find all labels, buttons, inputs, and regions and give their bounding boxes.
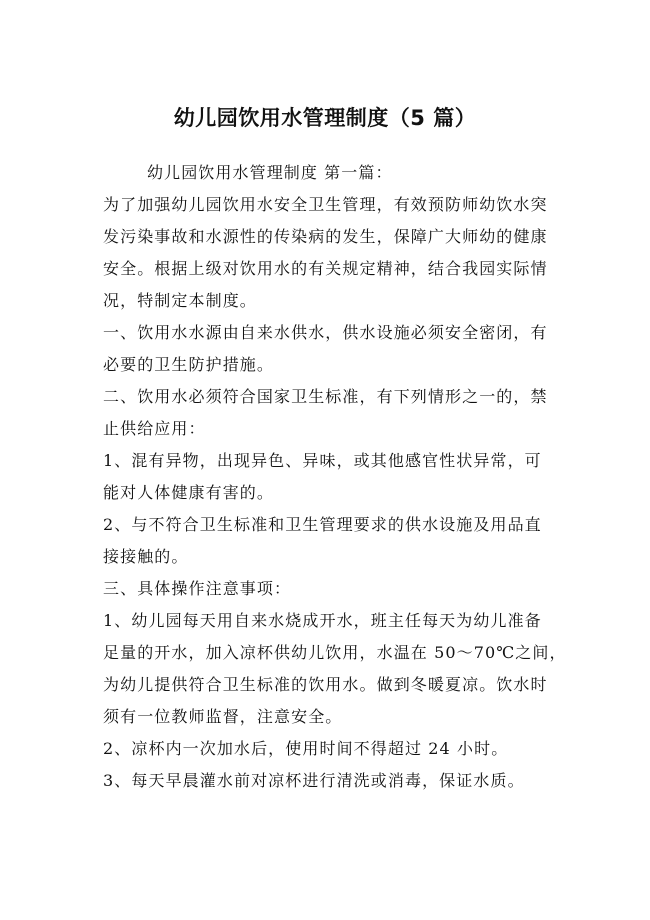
text-line: 幼儿园饮用水管理制度 第一篇： <box>147 163 393 182</box>
text-line: 1、幼儿园每天用自来水烧成开水，班主任每天为幼儿准备 <box>103 611 542 630</box>
text-line: 一、饮用水水源由自来水供水，供水设施必须安全密闭，有 <box>103 323 548 342</box>
section-3-paragraph <box>103 573 558 605</box>
section-2-item-2-paragraph <box>103 509 558 573</box>
text-line: 能对人体健康有害的。 <box>103 483 275 502</box>
text-line: 三、具体操作注意事项： <box>103 579 292 598</box>
text-line: 2、与不符合卫生标准和卫生管理要求的供水设施及用品直 <box>103 515 542 534</box>
text-line: 发污染事故和水源性的传染病的发生，保障广大师幼的健康 <box>103 227 548 246</box>
text-line: 必要的卫生防护措施。 <box>103 355 275 374</box>
text-line: 须有一位教师监督，注意安全。 <box>103 707 343 726</box>
text-line: 安全。根据上级对饮用水的有关规定精神，结合我园实际情 <box>103 259 548 278</box>
section-2-item-1-paragraph <box>103 445 558 509</box>
text-line: 1、混有异物，出现异色、异味，或其他感官性状异常，可 <box>103 451 542 470</box>
text-line: 止供给应用： <box>103 419 206 438</box>
text-line: 况，特制定本制度。 <box>103 291 257 310</box>
document-body <box>103 157 567 797</box>
section-1-paragraph <box>103 317 558 381</box>
section-2-paragraph <box>103 381 558 445</box>
intro-paragraph <box>103 157 558 189</box>
section-3-item-2-paragraph <box>103 733 558 765</box>
text-line: 为幼儿提供符合卫生标准的饮用水。做到冬暖夏凉。饮水时 <box>103 675 548 694</box>
text-line: 足量的开水，加入凉杯供幼儿饮用，水温在 50～70℃之间， <box>103 643 567 662</box>
purpose-paragraph <box>103 189 558 317</box>
text-line: 3、每天早晨灌水前对凉杯进行清洗或消毒，保证水质。 <box>103 771 525 790</box>
text-line: 接接触的。 <box>103 547 189 566</box>
page-title: 幼儿园饮用水管理制度（5 篇） <box>173 106 477 130</box>
text-line: 二、饮用水必须符合国家卫生标准，有下列情形之一的，禁 <box>103 387 548 406</box>
section-3-item-3-paragraph <box>103 765 558 797</box>
section-3-item-1-paragraph <box>103 605 567 733</box>
text-line: 2、凉杯内一次加水后，使用时间不得超过 24 小时。 <box>103 739 509 758</box>
text-line: 为了加强幼儿园饮用水安全卫生管理，有效预防师幼饮水突 <box>103 195 548 214</box>
